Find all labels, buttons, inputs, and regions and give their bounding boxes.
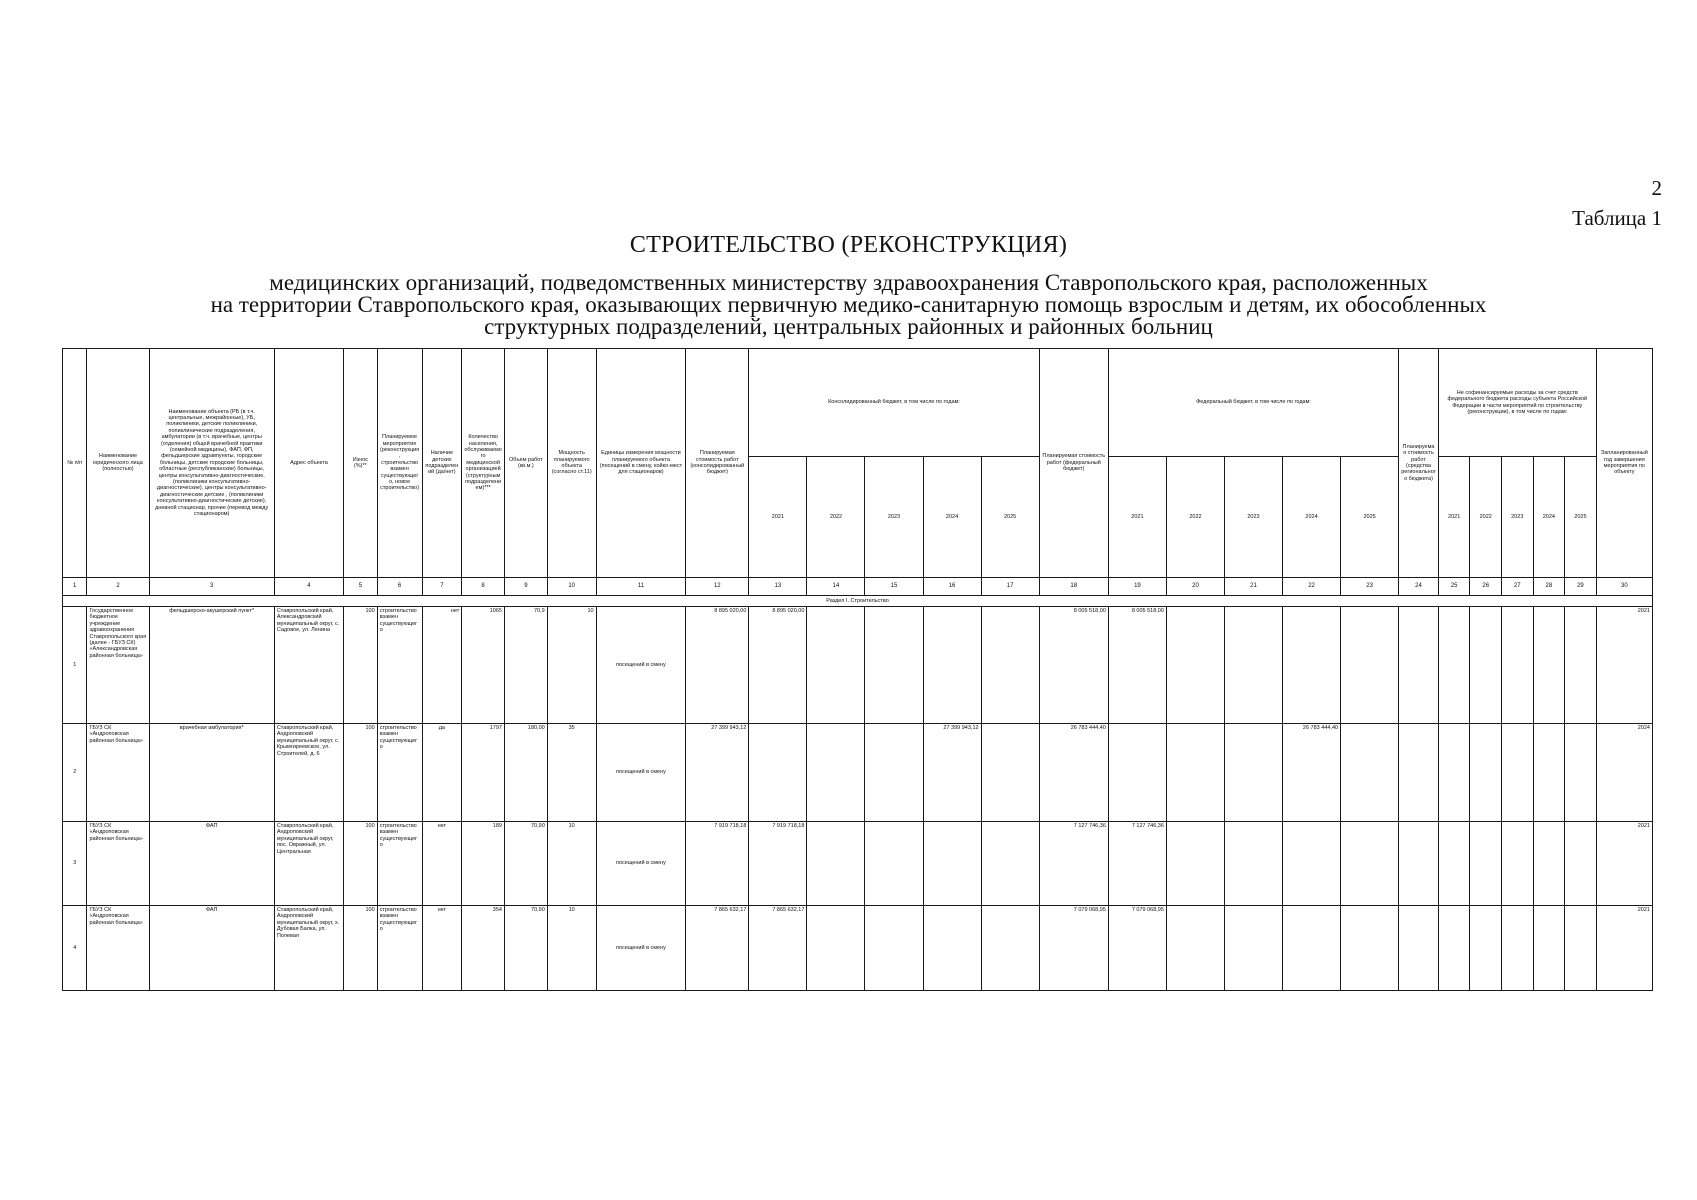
consolidated-year-cell [807,822,865,906]
wear-cell: 100 [344,724,378,822]
federal-year-cell [1224,822,1282,906]
nonfinanced-year-cell [1565,822,1597,906]
federal-year-cell [1224,724,1282,822]
header-cell: Наименование юридического лица (полностью) [87,349,149,578]
federal-year-cell: 26 783 444,40 [1283,724,1341,822]
federal-year-cell: 7 079 068,95 [1108,906,1166,991]
org-name-cell: ГБУЗ СК «Андроповская районная больница» [87,822,149,906]
section-row [63,596,1653,607]
header-cell: Наименование объекта (РБ (в т.ч. центральные, межрайонные), УБ, поликлиники, детские поликлиники, поликлинические подразделения, амбулатории (в т.ч. врачебные, центры (отделения) общей врачебной практики (семейной медицины), ФАП, ФП, фельдшерские здравпункты, городские больницы, детские городские больницы, областные (республиканские) больницы, центры консультативно-диагностические, (поликлиники консультативно-диагностические), центры консультативно-диагностические детские , (поликлиники консультативно-диагностические детские), дневной стационар, прочие (перевод между стационаром) [149,349,274,578]
year-header: 2024 [923,457,981,578]
year-header: 2022 [1166,457,1224,578]
header-cell: Планируемое мероприятие (реконструкция, строительство взамен существующего, новое строительство) [377,349,422,578]
nonfinanced-year-cell [1470,822,1502,906]
column-number: 3 [149,578,274,596]
nonfinanced-year-cell [1533,607,1565,724]
consolidated-year-cell [981,906,1039,991]
table-row [63,906,1653,991]
consolidated-year-cell [923,906,981,991]
header-group-consolidated: Консолидированный бюджет, в том числе по годам: [749,349,1039,457]
consolidated-year-cell: 7 865 632,17 [749,906,807,991]
nonfinanced-year-cell [1438,607,1470,724]
header-cell: Планируемая стоимость работ (средства регионального бюджета) [1399,349,1439,578]
capacity-cell: 10 [547,822,596,906]
children-cell: да [422,724,462,822]
column-number: 19 [1108,578,1166,596]
federal-year-cell [1283,822,1341,906]
action-cell: строительство взамен существующего [377,607,422,724]
consolidated-year-cell: 27 399 943,12 [923,724,981,822]
object-name-cell: врачебная амбулатория* [149,724,274,822]
table-row [63,822,1653,906]
consolidated-year-cell: 7 919 718,18 [749,822,807,906]
column-number: 28 [1533,578,1565,596]
column-number: 22 [1283,578,1341,596]
table-header-row [63,349,1653,457]
row-number: 1 [63,607,87,724]
object-name-cell: ФАП [149,906,274,991]
header-cell: Наличие детских подразделений (да/нет) [422,349,462,578]
column-number: 2 [87,578,149,596]
nonfinanced-year-cell [1565,607,1597,724]
address-cell: Ставропольский край, Андроповский муниципальный округ, с. Крымгиреевское, ул. Строителей, д. 6 [274,724,343,822]
column-number: 21 [1224,578,1282,596]
federal-year-cell [1166,906,1224,991]
cost-consolidated-cell: 7 919 718,18 [686,822,749,906]
year-header: 2023 [865,457,923,578]
federal-year-cell [1283,906,1341,991]
cost-federal-cell: 7 127 746,36 [1039,822,1108,906]
federal-year-cell [1283,607,1341,724]
column-number: 12 [686,578,749,596]
consolidated-year-cell [981,822,1039,906]
year-header: 2025 [981,457,1039,578]
address-cell: Ставропольский край, Андроповский муниципальный округ, х. Дубовая Балка, ул. Полевая [274,906,343,991]
column-number: 17 [981,578,1039,596]
consolidated-year-cell [807,607,865,724]
action-cell: строительство взамен существующего [377,906,422,991]
year-end-cell: 2021 [1596,607,1652,724]
area-cell: 70,90 [504,822,547,906]
units-cell: посещений в смену [596,906,686,991]
consolidated-year-cell [923,822,981,906]
year-end-cell: 2021 [1596,906,1652,991]
year-end-cell: 2024 [1596,724,1652,822]
row-number: 2 [63,724,87,822]
children-cell: нет [422,607,462,724]
nonfinanced-year-cell [1533,906,1565,991]
regional-cost-cell [1399,607,1439,724]
units-cell: посещений в смену [596,607,686,724]
column-number: 1 [63,578,87,596]
address-cell: Ставропольский край, Александровский муниципальный округ, с. Садовое, ул. Ленина [274,607,343,724]
table-label: Таблица 1 [1572,206,1662,230]
column-number: 25 [1438,578,1470,596]
federal-year-cell [1224,607,1282,724]
header-cell: Мощность планируемого объекта (согласно ст.11) [547,349,596,578]
org-name-cell: Государственное бюджетное учреждение здравоохранения Ставропольского края (далее - ГБУЗ СК) «Александровская районная больница» [87,607,149,724]
year-header: 2023 [1224,457,1282,578]
column-number: 16 [923,578,981,596]
subtitle-line: медицинских организаций, подведомственных министерству здравоохранения Ставропольского края, расположенных [269,270,1428,295]
consolidated-year-cell [865,724,923,822]
header-cell: № п/п [63,349,87,578]
federal-year-cell: 7 127 746,36 [1108,822,1166,906]
federal-year-cell [1341,822,1399,906]
federal-year-cell [1166,724,1224,822]
year-header: 2021 [1108,457,1166,578]
column-number: 6 [377,578,422,596]
federal-year-cell [1224,906,1282,991]
header-cell: Планируемая стоимость работ (консолидированный бюджет) [686,349,749,578]
year-header: 2021 [749,457,807,578]
federal-year-cell [1341,724,1399,822]
children-cell: нет [422,822,462,906]
nonfinanced-year-cell [1470,607,1502,724]
wear-cell: 100 [344,822,378,906]
cost-federal-cell: 7 079 068,95 [1039,906,1108,991]
population-cell: 1065 [462,607,505,724]
federal-year-cell [1108,724,1166,822]
nonfinanced-year-cell [1501,724,1533,822]
nonfinanced-year-cell [1470,906,1502,991]
column-numbers-row [63,578,1653,596]
org-name-cell: ГБУЗ СК «Андроповская районная больница» [87,724,149,822]
nonfinanced-year-cell [1438,822,1470,906]
column-number: 11 [596,578,686,596]
nonfinanced-year-cell [1565,906,1597,991]
consolidated-year-cell: 8 895 020,00 [749,607,807,724]
federal-year-cell [1341,906,1399,991]
consolidated-year-cell [865,906,923,991]
year-end-cell: 2021 [1596,822,1652,906]
header-cell: Объем работ (кв.м.) [504,349,547,578]
year-header: 2025 [1341,457,1399,578]
column-number: 24 [1399,578,1439,596]
consolidated-year-cell [807,724,865,822]
year-header: 2024 [1533,457,1565,578]
nonfinanced-year-cell [1501,822,1533,906]
column-number: 30 [1596,578,1652,596]
header-group-nonfinanced: Не софинансируемые расходы за счет средств федерального бюджета расходы субъекта Российской Федерации в части мероприятий по строительству (реконструкции), в том числе по годам: [1438,349,1596,457]
cost-consolidated-cell: 8 895 020,00 [686,607,749,724]
object-name-cell: ФАП [149,822,274,906]
units-cell: посещений в смену [596,822,686,906]
year-header: 2025 [1565,457,1597,578]
nonfinanced-year-cell [1470,724,1502,822]
consolidated-year-cell [923,607,981,724]
header-cell: Адрес объекта [274,349,343,578]
area-cell: 70,9 [504,607,547,724]
nonfinanced-year-cell [1565,724,1597,822]
wear-cell: 100 [344,906,378,991]
column-number: 8 [462,578,505,596]
units-cell: посещений в смену [596,724,686,822]
cost-federal-cell: 8 005 518,00 [1039,607,1108,724]
consolidated-year-cell [865,607,923,724]
year-header: 2023 [1501,457,1533,578]
nonfinanced-year-cell [1438,724,1470,822]
column-number: 26 [1470,578,1502,596]
page-number: 2 [1651,176,1662,200]
children-cell: нет [422,906,462,991]
wear-cell: 100 [344,607,378,724]
subtitle-line: на территории Ставропольского края, оказывающих первичную медико-санитарную помощь взрослым и детям, их обособленных [210,292,1487,317]
consolidated-year-cell [865,822,923,906]
header-cell: Планируемая стоимость работ (федеральный бюджет) [1039,349,1108,578]
header-cell: Износ (%)** [344,349,378,578]
nonfinanced-year-cell [1533,822,1565,906]
column-number: 4 [274,578,343,596]
header-group-federal: Федеральный бюджет, в том числе по годам: [1108,349,1398,457]
document-title: СТРОИТЕЛЬСТВО (РЕКОНСТРУКЦИЯ) [629,232,1068,258]
column-number: 27 [1501,578,1533,596]
subtitle-line: структурных подразделений, центральных районных и районных больниц [484,314,1213,339]
regional-cost-cell [1399,724,1439,822]
header-cell: Количество населения, обслуживаемого медицинской организацией (структурным подразделением)*** [462,349,505,578]
column-number: 29 [1565,578,1597,596]
column-number: 9 [504,578,547,596]
row-number: 3 [63,822,87,906]
action-cell: строительство взамен существующего [377,724,422,822]
column-number: 13 [749,578,807,596]
capacity-cell: 35 [547,724,596,822]
table-row [63,724,1653,822]
column-number: 7 [422,578,462,596]
population-cell: 189 [462,822,505,906]
column-number: 20 [1166,578,1224,596]
consolidated-year-cell [981,607,1039,724]
area-cell: 180,00 [504,724,547,822]
consolidated-year-cell [981,724,1039,822]
column-number: 10 [547,578,596,596]
header-cell: Единицы измерения мощности планируемого объекта (посещений в смену, койко-мест для стационаров) [596,349,686,578]
population-cell: 1797 [462,724,505,822]
cost-consolidated-cell: 7 865 632,17 [686,906,749,991]
row-number: 4 [63,906,87,991]
year-header: 2024 [1283,457,1341,578]
nonfinanced-year-cell [1533,724,1565,822]
area-cell: 70,90 [504,906,547,991]
federal-year-cell [1166,822,1224,906]
nonfinanced-year-cell [1501,906,1533,991]
capacity-cell: 10 [547,906,596,991]
column-number: 5 [344,578,378,596]
year-header: 2021 [1438,457,1470,578]
header-cell: Запланированный год завершения мероприятия по объекту [1596,349,1652,578]
object-name-cell: фельдшерско-акушерский пункт* [149,607,274,724]
address-cell: Ставропольский край, Андроповский муниципальный округ, пос. Овражный, ул. Центральная [274,822,343,906]
nonfinanced-year-cell [1438,906,1470,991]
regional-cost-cell [1399,906,1439,991]
year-header: 2022 [807,457,865,578]
column-number: 18 [1039,578,1108,596]
construction-table [62,348,1653,991]
table-row [63,607,1653,724]
column-number: 15 [865,578,923,596]
consolidated-year-cell [807,906,865,991]
cost-consolidated-cell: 27 399 943,12 [686,724,749,822]
nonfinanced-year-cell [1501,607,1533,724]
cost-federal-cell: 26 783 444,40 [1039,724,1108,822]
federal-year-cell: 8 005 518,00 [1108,607,1166,724]
section-label: Раздел I. Строительство [63,596,1653,607]
regional-cost-cell [1399,822,1439,906]
action-cell: строительство взамен существующего [377,822,422,906]
population-cell: 354 [462,906,505,991]
capacity-cell: 10 [547,607,596,724]
column-number: 14 [807,578,865,596]
org-name-cell: ГБУЗ СК «Андроповская районная больница» [87,906,149,991]
consolidated-year-cell [749,724,807,822]
year-header: 2022 [1470,457,1502,578]
column-number: 23 [1341,578,1399,596]
federal-year-cell [1341,607,1399,724]
federal-year-cell [1166,607,1224,724]
document-subtitle [60,272,1637,338]
